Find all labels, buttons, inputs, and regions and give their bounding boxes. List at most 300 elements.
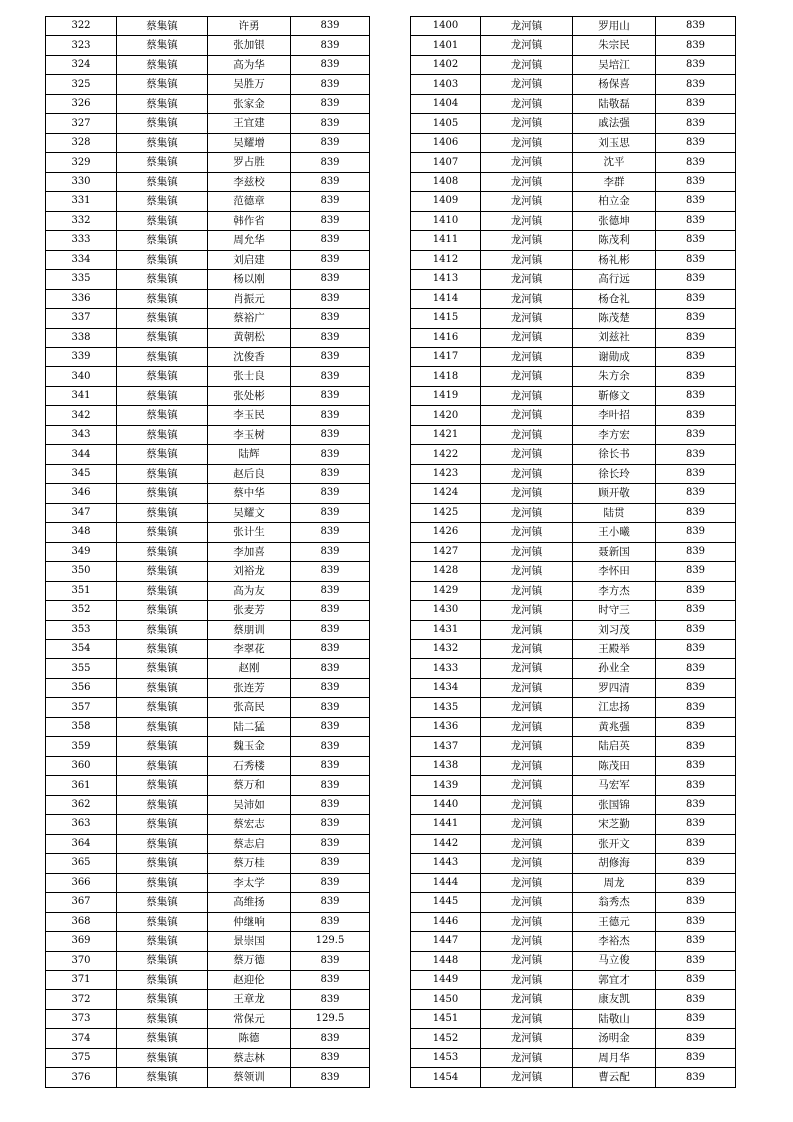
row-number-cell: 1436 — [411, 717, 481, 736]
amount-cell: 839 — [656, 347, 736, 366]
name-cell: 周龙 — [573, 873, 656, 892]
name-cell: 高为华 — [208, 55, 291, 74]
row-number-cell: 1416 — [411, 328, 481, 347]
amount-cell: 839 — [656, 698, 736, 717]
amount-cell: 839 — [656, 17, 736, 36]
row-number-cell: 1454 — [411, 1068, 481, 1087]
amount-cell: 839 — [291, 133, 370, 152]
town-cell: 蔡集镇 — [117, 1029, 208, 1048]
amount-cell: 839 — [656, 659, 736, 678]
row-number-cell: 1440 — [411, 795, 481, 814]
row-number-cell: 1452 — [411, 1029, 481, 1048]
table-row — [46, 756, 370, 775]
town-cell: 蔡集镇 — [117, 659, 208, 678]
table-row — [46, 951, 370, 970]
name-cell: 仲继响 — [208, 912, 291, 931]
name-cell: 胡修海 — [573, 854, 656, 873]
town-cell: 蔡集镇 — [117, 581, 208, 600]
name-cell: 李群 — [573, 172, 656, 191]
amount-cell: 839 — [656, 970, 736, 989]
row-number-cell: 1437 — [411, 737, 481, 756]
table-row — [411, 698, 736, 717]
amount-cell: 839 — [291, 601, 370, 620]
name-cell: 李裕杰 — [573, 932, 656, 951]
table-row — [46, 717, 370, 736]
town-cell: 蔡集镇 — [117, 542, 208, 561]
amount-cell: 839 — [656, 250, 736, 269]
name-cell: 蔡万和 — [208, 776, 291, 795]
town-cell: 龙河镇 — [481, 659, 573, 678]
town-cell: 龙河镇 — [481, 133, 573, 152]
table-row — [46, 678, 370, 697]
name-cell: 王殿举 — [573, 640, 656, 659]
amount-cell: 839 — [656, 328, 736, 347]
name-cell: 朱宗民 — [573, 36, 656, 55]
row-number-cell: 1428 — [411, 562, 481, 581]
row-number-cell: 346 — [46, 484, 117, 503]
amount-cell: 839 — [656, 1068, 736, 1087]
town-cell: 蔡集镇 — [117, 94, 208, 113]
table-row — [411, 912, 736, 931]
name-cell: 陈茂田 — [573, 756, 656, 775]
town-cell: 蔡集镇 — [117, 1068, 208, 1087]
amount-cell: 839 — [656, 1048, 736, 1067]
town-cell: 龙河镇 — [481, 620, 573, 639]
row-number-cell: 330 — [46, 172, 117, 191]
row-number-cell: 372 — [46, 990, 117, 1009]
name-cell: 蔡裕广 — [208, 309, 291, 328]
row-number-cell: 1406 — [411, 133, 481, 152]
town-cell: 蔡集镇 — [117, 309, 208, 328]
name-cell: 肖振元 — [208, 289, 291, 308]
table-row — [411, 717, 736, 736]
table-row — [46, 36, 370, 55]
name-cell: 刘兹社 — [573, 328, 656, 347]
amount-cell: 839 — [656, 75, 736, 94]
amount-cell: 839 — [291, 698, 370, 717]
row-number-cell: 375 — [46, 1048, 117, 1067]
table-row — [46, 1029, 370, 1048]
table-row — [411, 678, 736, 697]
amount-cell: 839 — [656, 990, 736, 1009]
amount-cell: 839 — [291, 114, 370, 133]
town-cell: 龙河镇 — [481, 698, 573, 717]
name-cell: 赵后良 — [208, 464, 291, 483]
town-cell: 龙河镇 — [481, 912, 573, 931]
town-cell: 蔡集镇 — [117, 367, 208, 386]
name-cell: 杨以刚 — [208, 270, 291, 289]
amount-cell: 839 — [656, 776, 736, 795]
name-cell: 汤明金 — [573, 1029, 656, 1048]
name-cell: 蔡宏志 — [208, 815, 291, 834]
town-cell: 蔡集镇 — [117, 834, 208, 853]
table-row — [46, 1068, 370, 1087]
name-cell: 高行远 — [573, 270, 656, 289]
table-row — [411, 114, 736, 133]
name-cell: 黄兆强 — [573, 717, 656, 736]
row-number-cell: 1419 — [411, 386, 481, 405]
name-cell: 高为友 — [208, 581, 291, 600]
amount-cell: 839 — [656, 367, 736, 386]
town-cell: 蔡集镇 — [117, 756, 208, 775]
amount-cell: 839 — [656, 464, 736, 483]
town-cell: 蔡集镇 — [117, 36, 208, 55]
town-cell: 龙河镇 — [481, 678, 573, 697]
name-cell: 罗用山 — [573, 17, 656, 36]
name-cell: 蔡领训 — [208, 1068, 291, 1087]
row-number-cell: 1447 — [411, 932, 481, 951]
amount-cell: 839 — [291, 425, 370, 444]
town-cell: 龙河镇 — [481, 270, 573, 289]
town-cell: 蔡集镇 — [117, 912, 208, 931]
table-row — [46, 445, 370, 464]
town-cell: 蔡集镇 — [117, 1009, 208, 1028]
row-number-cell: 347 — [46, 503, 117, 522]
row-number-cell: 325 — [46, 75, 117, 94]
name-cell: 江忠扬 — [573, 698, 656, 717]
row-number-cell: 1414 — [411, 289, 481, 308]
amount-cell: 839 — [291, 873, 370, 892]
town-cell: 蔡集镇 — [117, 114, 208, 133]
name-cell: 陈茂利 — [573, 231, 656, 250]
amount-cell: 839 — [656, 425, 736, 444]
table-row — [411, 192, 736, 211]
table-row — [46, 328, 370, 347]
table-row — [411, 172, 736, 191]
amount-cell: 839 — [656, 678, 736, 697]
amount-cell: 839 — [291, 1068, 370, 1087]
town-cell: 蔡集镇 — [117, 815, 208, 834]
row-number-cell: 348 — [46, 523, 117, 542]
row-number-cell: 1408 — [411, 172, 481, 191]
table-row — [411, 250, 736, 269]
row-number-cell: 326 — [46, 94, 117, 113]
town-cell: 蔡集镇 — [117, 601, 208, 620]
table-row — [411, 55, 736, 74]
name-cell: 周月华 — [573, 1048, 656, 1067]
table-row — [46, 386, 370, 405]
table-row — [411, 854, 736, 873]
amount-cell: 839 — [291, 1029, 370, 1048]
town-cell: 蔡集镇 — [117, 192, 208, 211]
town-cell: 龙河镇 — [481, 36, 573, 55]
row-number-cell: 340 — [46, 367, 117, 386]
name-cell: 景崇国 — [208, 932, 291, 951]
town-cell: 龙河镇 — [481, 1009, 573, 1028]
town-cell: 蔡集镇 — [117, 854, 208, 873]
row-number-cell: 1424 — [411, 484, 481, 503]
town-cell: 龙河镇 — [481, 153, 573, 172]
row-number-cell: 1431 — [411, 620, 481, 639]
table-row — [411, 990, 736, 1009]
row-number-cell: 1435 — [411, 698, 481, 717]
row-number-cell: 366 — [46, 873, 117, 892]
name-cell: 沈俊香 — [208, 347, 291, 366]
name-cell: 吴沛如 — [208, 795, 291, 814]
amount-cell: 839 — [291, 386, 370, 405]
name-cell: 陆敬山 — [573, 1009, 656, 1028]
table-row — [46, 581, 370, 600]
row-number-cell: 374 — [46, 1029, 117, 1048]
name-cell: 王小曦 — [573, 523, 656, 542]
amount-cell: 839 — [291, 75, 370, 94]
name-cell: 周允华 — [208, 231, 291, 250]
amount-cell: 839 — [656, 386, 736, 405]
left-table — [45, 16, 370, 1088]
row-number-cell: 1415 — [411, 309, 481, 328]
name-cell: 陆辉 — [208, 445, 291, 464]
town-cell: 蔡集镇 — [117, 678, 208, 697]
town-cell: 蔡集镇 — [117, 289, 208, 308]
name-cell: 韩作省 — [208, 211, 291, 230]
town-cell: 龙河镇 — [481, 601, 573, 620]
name-cell: 常保元 — [208, 1009, 291, 1028]
town-cell: 龙河镇 — [481, 854, 573, 873]
table-row — [46, 815, 370, 834]
amount-cell: 839 — [656, 270, 736, 289]
town-cell: 龙河镇 — [481, 1068, 573, 1087]
row-number-cell: 367 — [46, 893, 117, 912]
town-cell: 龙河镇 — [481, 562, 573, 581]
table-row — [46, 523, 370, 542]
row-number-cell: 1430 — [411, 601, 481, 620]
town-cell: 蔡集镇 — [117, 620, 208, 639]
table-row — [411, 270, 736, 289]
amount-cell: 839 — [656, 1009, 736, 1028]
row-number-cell: 1413 — [411, 270, 481, 289]
amount-cell: 839 — [291, 55, 370, 74]
amount-cell: 839 — [291, 659, 370, 678]
table-row — [46, 425, 370, 444]
amount-cell: 839 — [656, 94, 736, 113]
amount-cell: 839 — [291, 893, 370, 912]
amount-cell: 839 — [291, 776, 370, 795]
amount-cell: 839 — [656, 834, 736, 853]
amount-cell: 839 — [291, 581, 370, 600]
row-number-cell: 349 — [46, 542, 117, 561]
town-cell: 龙河镇 — [481, 834, 573, 853]
amount-cell: 839 — [656, 893, 736, 912]
amount-cell: 839 — [291, 192, 370, 211]
name-cell: 刘习茂 — [573, 620, 656, 639]
row-number-cell: 352 — [46, 601, 117, 620]
row-number-cell: 361 — [46, 776, 117, 795]
amount-cell: 839 — [291, 289, 370, 308]
table-row — [411, 795, 736, 814]
right-table — [410, 16, 736, 1088]
name-cell: 顾开敬 — [573, 484, 656, 503]
amount-cell: 839 — [656, 153, 736, 172]
name-cell: 李加喜 — [208, 542, 291, 561]
row-number-cell: 1441 — [411, 815, 481, 834]
row-number-cell: 371 — [46, 970, 117, 989]
town-cell: 龙河镇 — [481, 932, 573, 951]
table-row — [46, 1009, 370, 1028]
row-number-cell: 365 — [46, 854, 117, 873]
row-number-cell: 373 — [46, 1009, 117, 1028]
table-row — [46, 990, 370, 1009]
name-cell: 陆敬磊 — [573, 94, 656, 113]
row-number-cell: 1439 — [411, 776, 481, 795]
town-cell: 蔡集镇 — [117, 133, 208, 152]
table-row — [411, 17, 736, 36]
amount-cell: 839 — [656, 133, 736, 152]
row-number-cell: 353 — [46, 620, 117, 639]
amount-cell: 839 — [291, 756, 370, 775]
name-cell: 刘启建 — [208, 250, 291, 269]
amount-cell: 839 — [656, 445, 736, 464]
town-cell: 龙河镇 — [481, 309, 573, 328]
town-cell: 蔡集镇 — [117, 153, 208, 172]
table-row — [46, 270, 370, 289]
town-cell: 龙河镇 — [481, 367, 573, 386]
row-number-cell: 1432 — [411, 640, 481, 659]
name-cell: 马宏军 — [573, 776, 656, 795]
table-row — [411, 776, 736, 795]
row-number-cell: 328 — [46, 133, 117, 152]
amount-cell: 839 — [656, 1029, 736, 1048]
town-cell: 蔡集镇 — [117, 698, 208, 717]
name-cell: 蔡中华 — [208, 484, 291, 503]
name-cell: 范德章 — [208, 192, 291, 211]
amount-cell: 839 — [291, 309, 370, 328]
table-row — [46, 912, 370, 931]
name-cell: 杨礼彬 — [573, 250, 656, 269]
table-row — [46, 542, 370, 561]
town-cell: 蔡集镇 — [117, 445, 208, 464]
town-cell: 蔡集镇 — [117, 1048, 208, 1067]
row-number-cell: 1442 — [411, 834, 481, 853]
table-row — [46, 698, 370, 717]
table-row — [46, 153, 370, 172]
amount-cell: 839 — [291, 406, 370, 425]
row-number-cell: 1410 — [411, 211, 481, 230]
table-row — [46, 659, 370, 678]
amount-cell: 839 — [656, 912, 736, 931]
amount-cell: 839 — [656, 640, 736, 659]
name-cell: 刘裕龙 — [208, 562, 291, 581]
name-cell: 吴培江 — [573, 55, 656, 74]
row-number-cell: 1422 — [411, 445, 481, 464]
table-row — [46, 406, 370, 425]
table-row — [411, 640, 736, 659]
town-cell: 蔡集镇 — [117, 250, 208, 269]
amount-cell: 839 — [291, 503, 370, 522]
amount-cell: 839 — [291, 990, 370, 1009]
row-number-cell: 339 — [46, 347, 117, 366]
name-cell: 翁秀杰 — [573, 893, 656, 912]
row-number-cell: 363 — [46, 815, 117, 834]
town-cell: 蔡集镇 — [117, 795, 208, 814]
name-cell: 李玉树 — [208, 425, 291, 444]
name-cell: 张家金 — [208, 94, 291, 113]
table-row — [46, 932, 370, 951]
amount-cell: 839 — [656, 854, 736, 873]
town-cell: 蔡集镇 — [117, 55, 208, 74]
row-number-cell: 1401 — [411, 36, 481, 55]
amount-cell: 839 — [291, 1048, 370, 1067]
amount-cell: 839 — [291, 464, 370, 483]
town-cell: 龙河镇 — [481, 951, 573, 970]
town-cell: 龙河镇 — [481, 776, 573, 795]
town-cell: 蔡集镇 — [117, 270, 208, 289]
town-cell: 龙河镇 — [481, 484, 573, 503]
row-number-cell: 368 — [46, 912, 117, 931]
amount-cell: 839 — [291, 795, 370, 814]
town-cell: 龙河镇 — [481, 17, 573, 36]
table-row — [411, 834, 736, 853]
row-number-cell: 369 — [46, 932, 117, 951]
amount-cell: 129.5 — [291, 932, 370, 951]
row-number-cell: 332 — [46, 211, 117, 230]
town-cell: 龙河镇 — [481, 289, 573, 308]
name-cell: 魏玉金 — [208, 737, 291, 756]
table-row — [411, 464, 736, 483]
amount-cell: 839 — [656, 211, 736, 230]
amount-cell: 839 — [291, 854, 370, 873]
table-row — [46, 484, 370, 503]
row-number-cell: 1427 — [411, 542, 481, 561]
name-cell: 张连芳 — [208, 678, 291, 697]
table-row — [46, 94, 370, 113]
name-cell: 孙业全 — [573, 659, 656, 678]
row-number-cell: 1418 — [411, 367, 481, 386]
table-row — [46, 347, 370, 366]
right-table-body — [411, 17, 736, 1088]
town-cell: 蔡集镇 — [117, 328, 208, 347]
name-cell: 宋芝勤 — [573, 815, 656, 834]
table-row — [411, 153, 736, 172]
table-row — [46, 562, 370, 581]
name-cell: 黄朝松 — [208, 328, 291, 347]
town-cell: 蔡集镇 — [117, 893, 208, 912]
town-cell: 龙河镇 — [481, 328, 573, 347]
row-number-cell: 324 — [46, 55, 117, 74]
name-cell: 石秀楼 — [208, 756, 291, 775]
table-row — [411, 581, 736, 600]
table-row — [411, 406, 736, 425]
amount-cell: 839 — [656, 873, 736, 892]
amount-cell: 839 — [291, 270, 370, 289]
amount-cell: 839 — [656, 114, 736, 133]
town-cell: 龙河镇 — [481, 893, 573, 912]
town-cell: 龙河镇 — [481, 347, 573, 366]
town-cell: 龙河镇 — [481, 990, 573, 1009]
row-number-cell: 336 — [46, 289, 117, 308]
amount-cell: 839 — [656, 756, 736, 775]
amount-cell: 839 — [291, 17, 370, 36]
amount-cell: 839 — [656, 172, 736, 191]
row-number-cell: 338 — [46, 328, 117, 347]
name-cell: 时守三 — [573, 601, 656, 620]
name-cell: 蔡志启 — [208, 834, 291, 853]
amount-cell: 839 — [656, 951, 736, 970]
row-number-cell: 359 — [46, 737, 117, 756]
table-row — [411, 659, 736, 678]
amount-cell: 839 — [656, 231, 736, 250]
table-row — [411, 425, 736, 444]
row-number-cell: 1433 — [411, 659, 481, 678]
table-row — [46, 795, 370, 814]
table-row — [411, 289, 736, 308]
town-cell: 龙河镇 — [481, 464, 573, 483]
amount-cell: 839 — [656, 737, 736, 756]
row-number-cell: 322 — [46, 17, 117, 36]
town-cell: 蔡集镇 — [117, 776, 208, 795]
amount-cell: 839 — [291, 970, 370, 989]
table-row — [46, 211, 370, 230]
row-number-cell: 1405 — [411, 114, 481, 133]
